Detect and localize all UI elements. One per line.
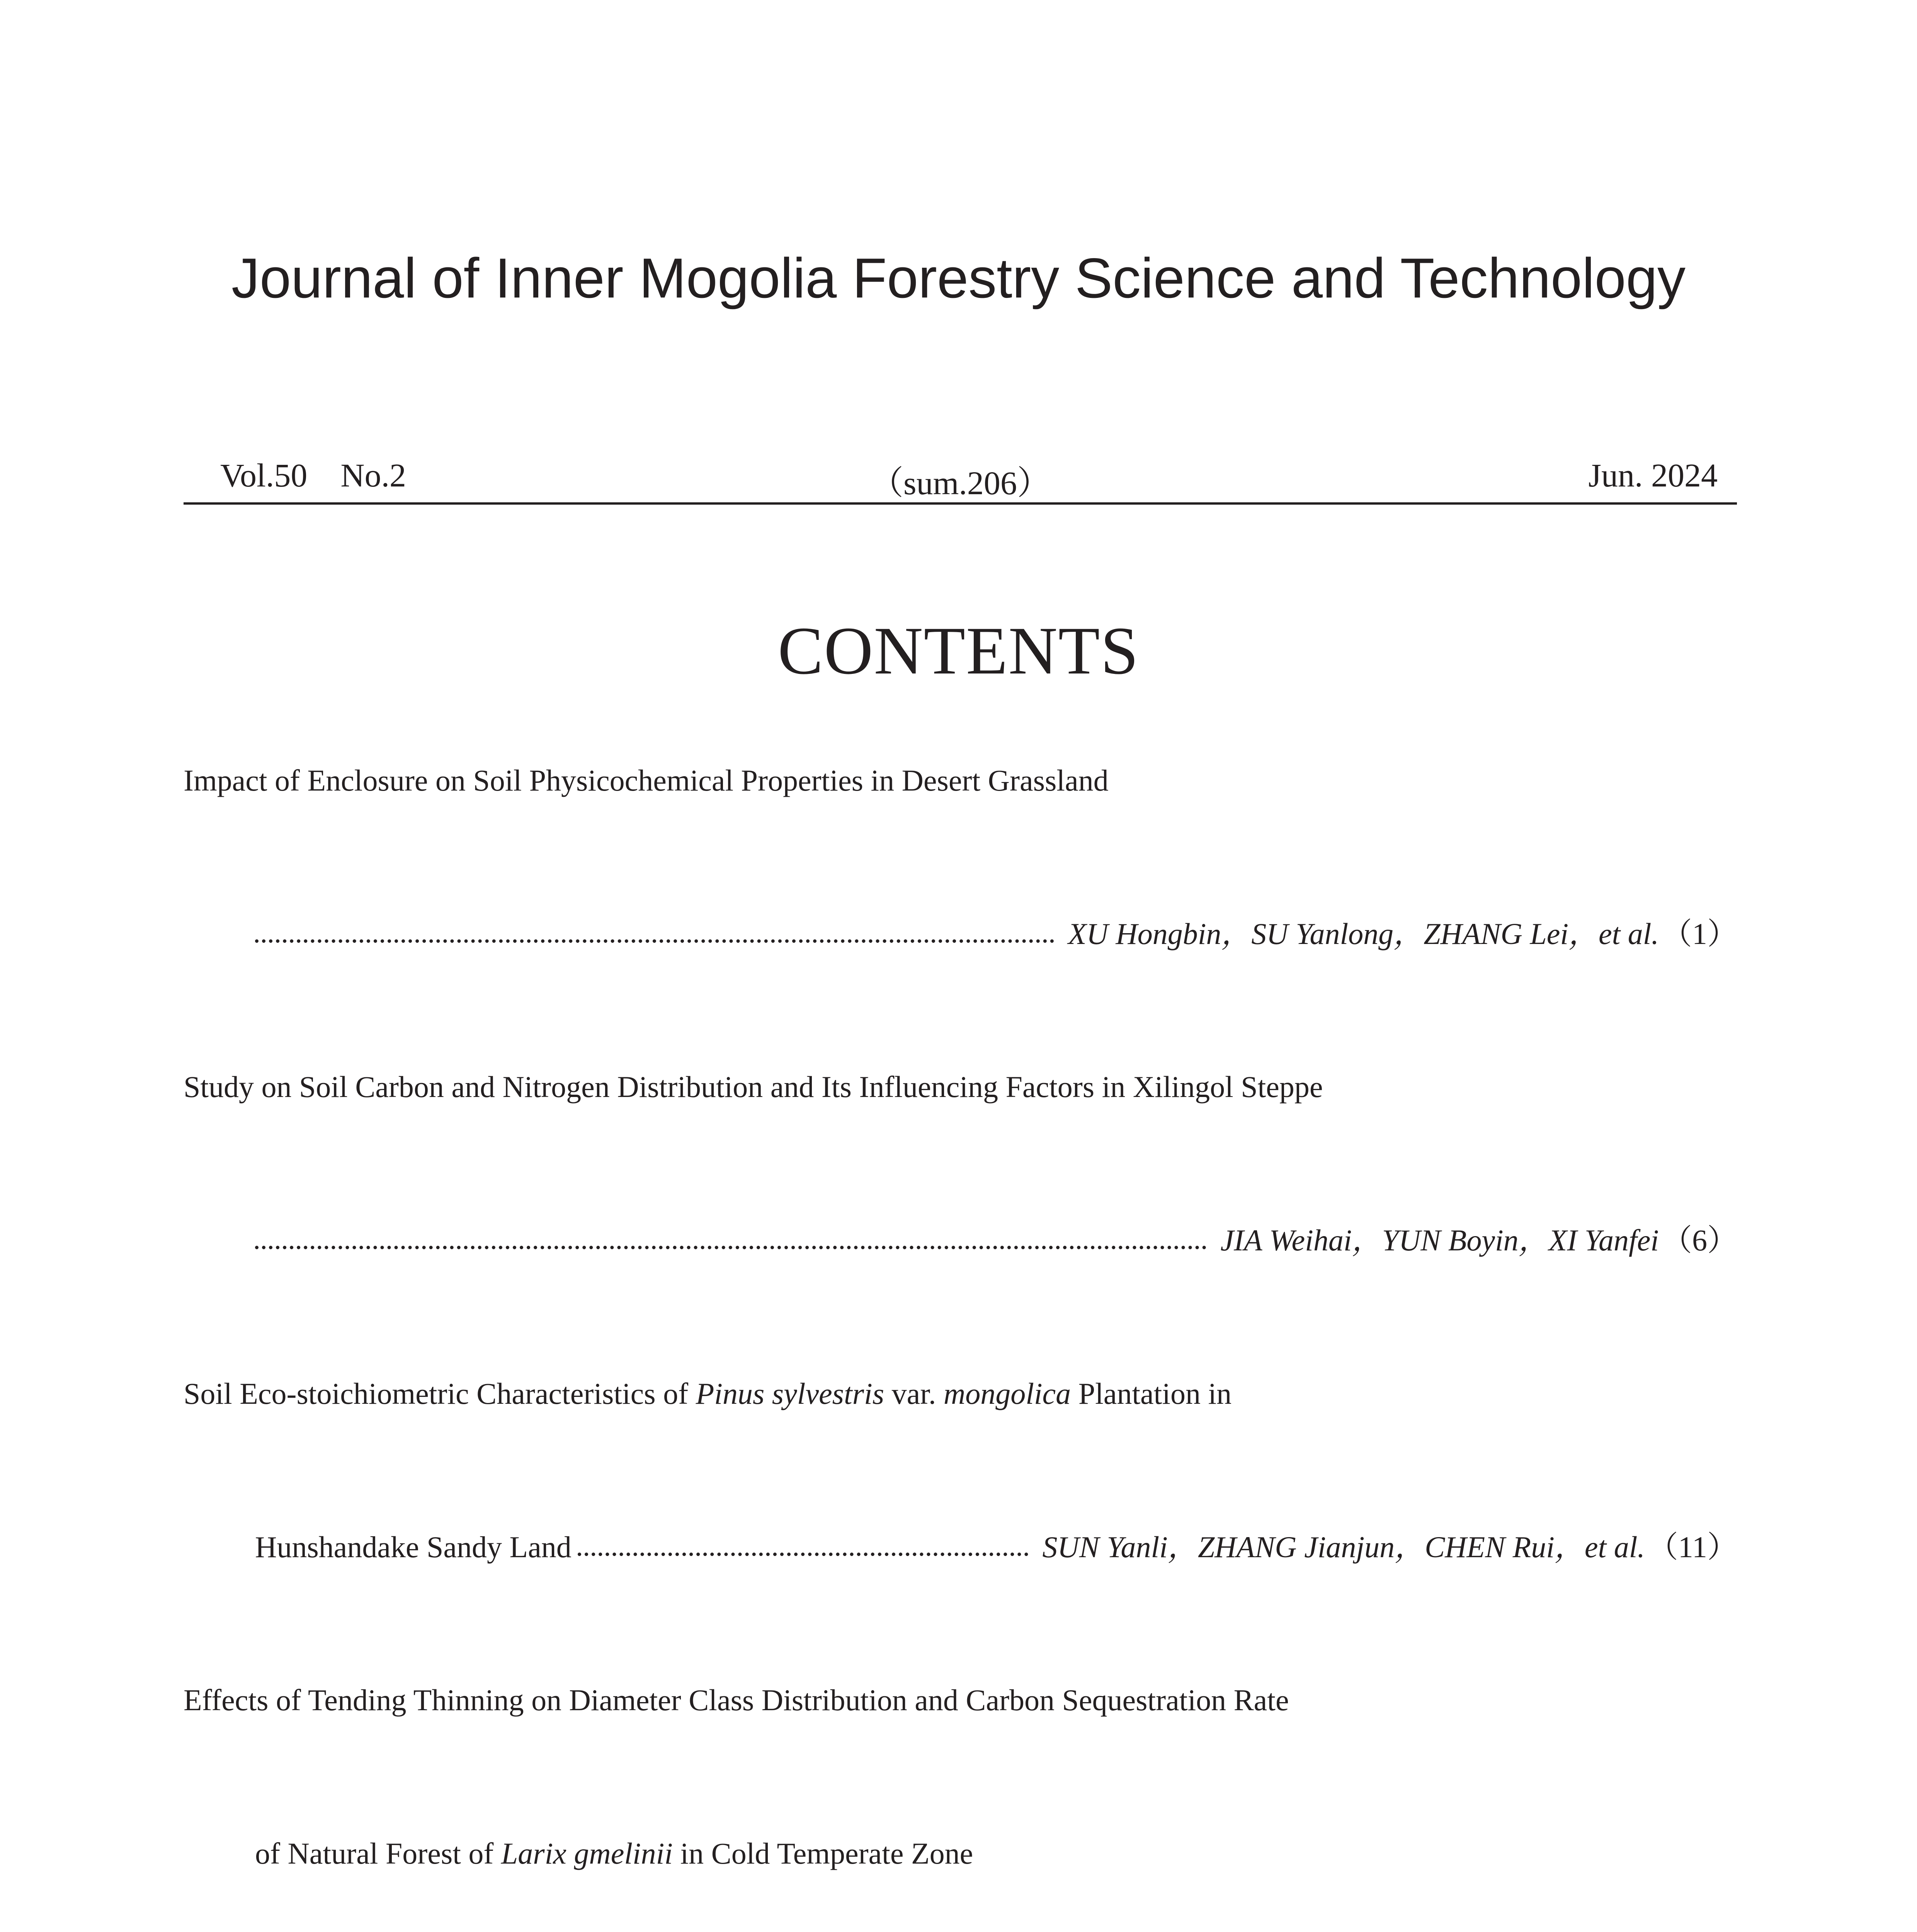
toc-entry-title: Soil Eco-stoichiometric Characteristics of Pinus sylvestris var. mongolica Plantation in	[184, 1376, 1232, 1410]
issue-sum-number: （sum.206）	[870, 464, 1050, 502]
species-name: Pinus sylvestris	[696, 1376, 885, 1410]
toc-entry-page-number: （1）	[1662, 917, 1737, 951]
toc-entry-authors: SUN Yanli，ZHANG Jianjun，CHEN Rui，et al.	[1042, 1530, 1645, 1564]
toc-entry-authors: XU Hongbin，SU Yanlong，ZHANG Lei，et al.	[1068, 917, 1659, 951]
contents-heading: CONTENTS	[777, 613, 1140, 689]
issue-volume-number: Vol.50 No.2	[220, 457, 407, 494]
toc-entry-title: Effects of Tending Thinning on Diameter Class Distribution and Carbon Sequestration Rate	[184, 1683, 1289, 1717]
toc-entry-authors: JIA Weihai，YUN Boyin，XI Yanfei	[1220, 1223, 1659, 1257]
toc-entry-title: Study on Soil Carbon and Nitrogen Distribution and Its Influencing Factors in Xilingol Steppe	[184, 1070, 1323, 1104]
toc-entry-title-continuation: Hunshandake Sandy Land	[255, 1530, 572, 1564]
dot-leader	[255, 939, 1054, 943]
journal-title: Journal of Inner Mogolia Forestry Science and Technology	[231, 247, 1686, 310]
dot-leader	[578, 1553, 1029, 1556]
toc-entry-authors-row	[255, 1526, 1737, 1568]
toc-entry-authors-row	[255, 913, 1737, 955]
toc-entry-page-number: （11）	[1648, 1530, 1737, 1564]
toc-entry-title: of Natural Forest of Larix gmelinii in Cold Temperate Zone	[255, 1836, 973, 1870]
toc-entry-authors-row	[255, 1219, 1737, 1262]
species-name: Larix gmelinii	[501, 1836, 673, 1870]
dot-leader	[255, 1246, 1206, 1249]
species-name: mongolica	[943, 1376, 1071, 1410]
toc-entry-page-number: （6）	[1662, 1223, 1737, 1257]
toc-entry-title: Impact of Enclosure on Soil Physicochemical Properties in Desert Grassland	[184, 764, 1109, 797]
issue-date: Jun. 2024	[1588, 457, 1718, 494]
